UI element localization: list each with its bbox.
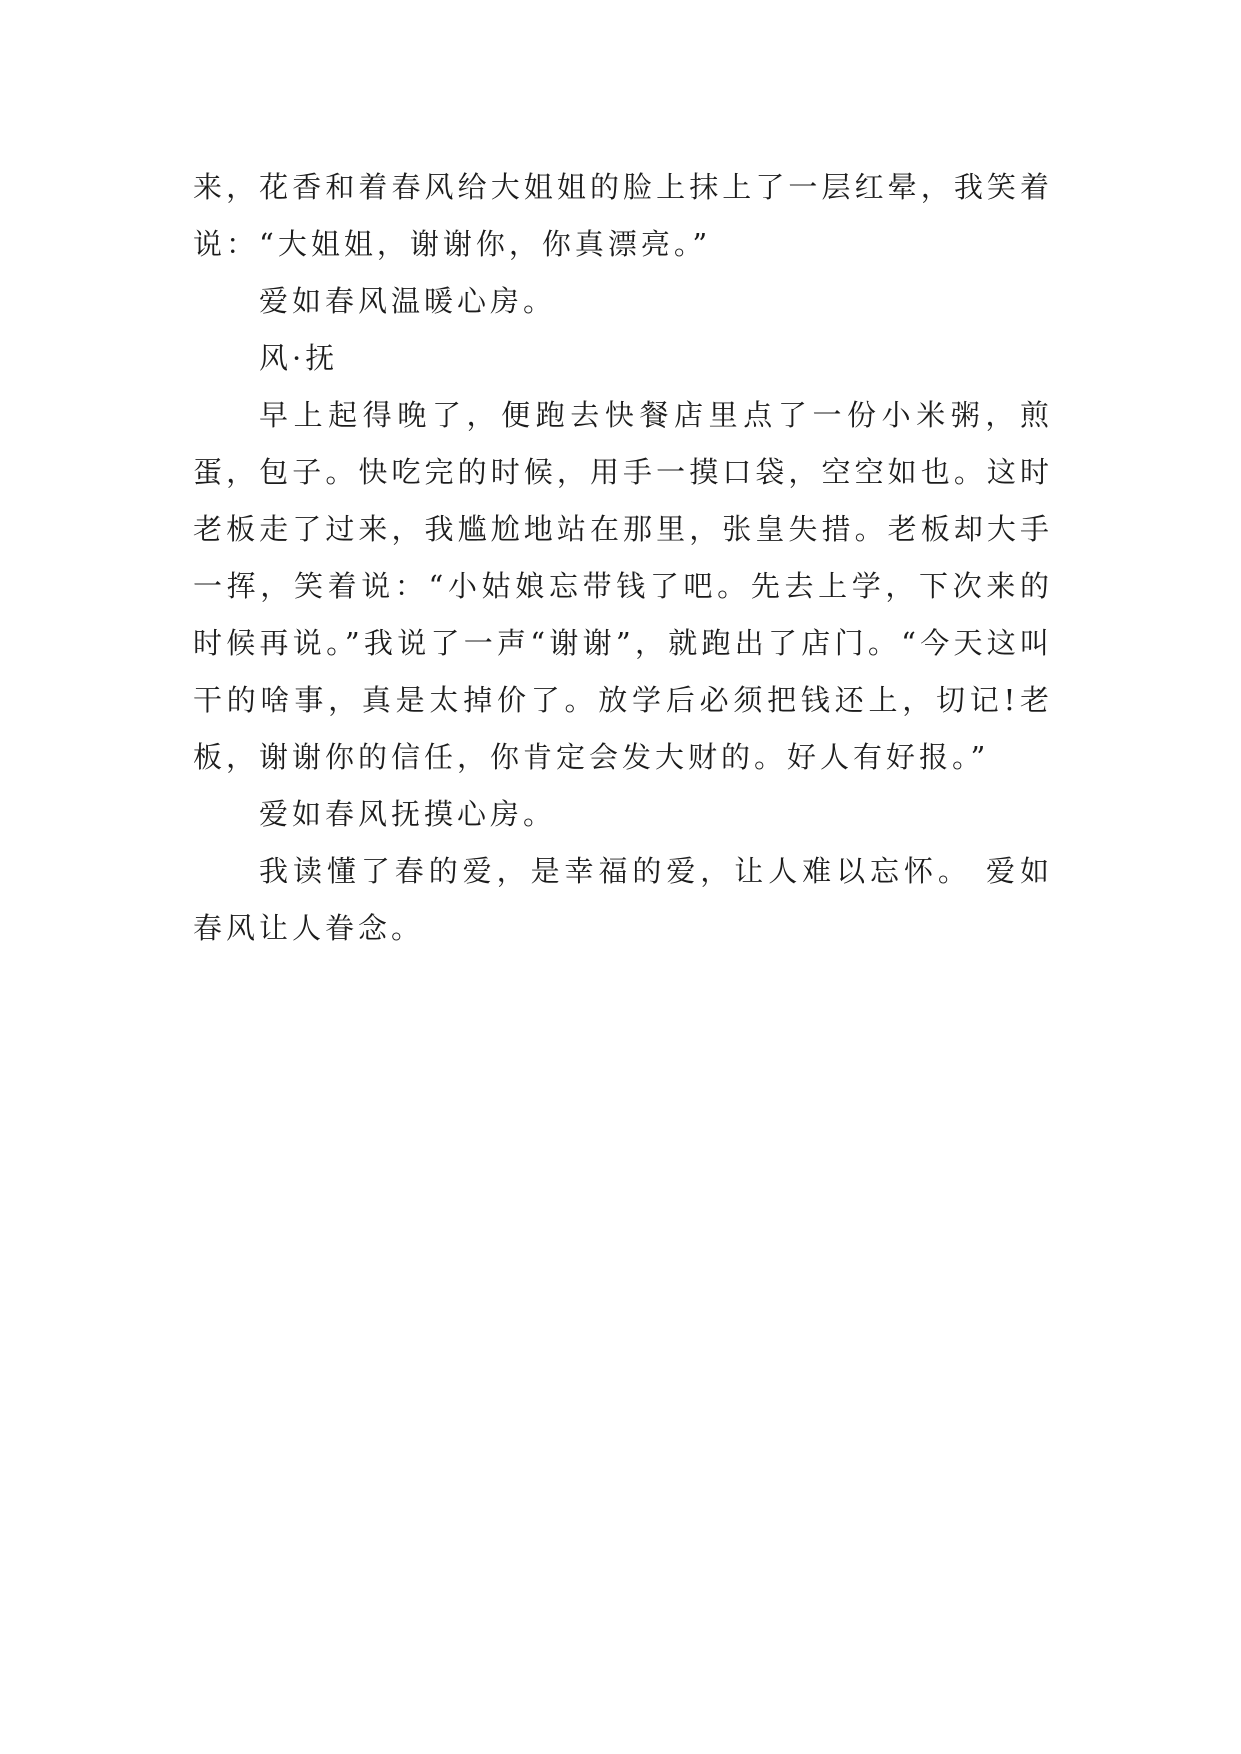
paragraph-continuation: 来，花香和着春风给大姐姐的脸上抹上了一层红晕，我笑着说：“大姐姐，谢谢你，你真漂亮。” [193,170,1053,261]
paragraph-spring-caress: 爱如春风抚摸心房。 [259,797,557,831]
section-heading-feng-fu: 风·抚 [259,341,339,375]
document-body [193,159,1053,957]
paragraph-spring-warmth: 爱如春风温暖心房。 [259,284,557,318]
paragraph-conclusion: 我读懂了春的爱，是幸福的爱，让人难以忘怀。 爱如春风让人眷念。 [193,854,1053,945]
paragraph-breakfast-story: 早上起得晚了，便跑去快餐店里点了一份小米粥，煎蛋，包子。快吃完的时候，用手一摸口袋，空空如也。这时老板走了过来，我尴尬地站在那里，张皇失措。老板却大手一挥，笑着说：“小姑娘忘带钱了吧。先去上学，下次来的时候再说。”我说了一声“谢谢”，就跑出了店门。“今天这叫干的啥事，真是太掉价了。放学后必须把钱还上，切记!老板，谢谢你的信任，你肯定会发大财的。好人有好报。” [193,398,1053,774]
